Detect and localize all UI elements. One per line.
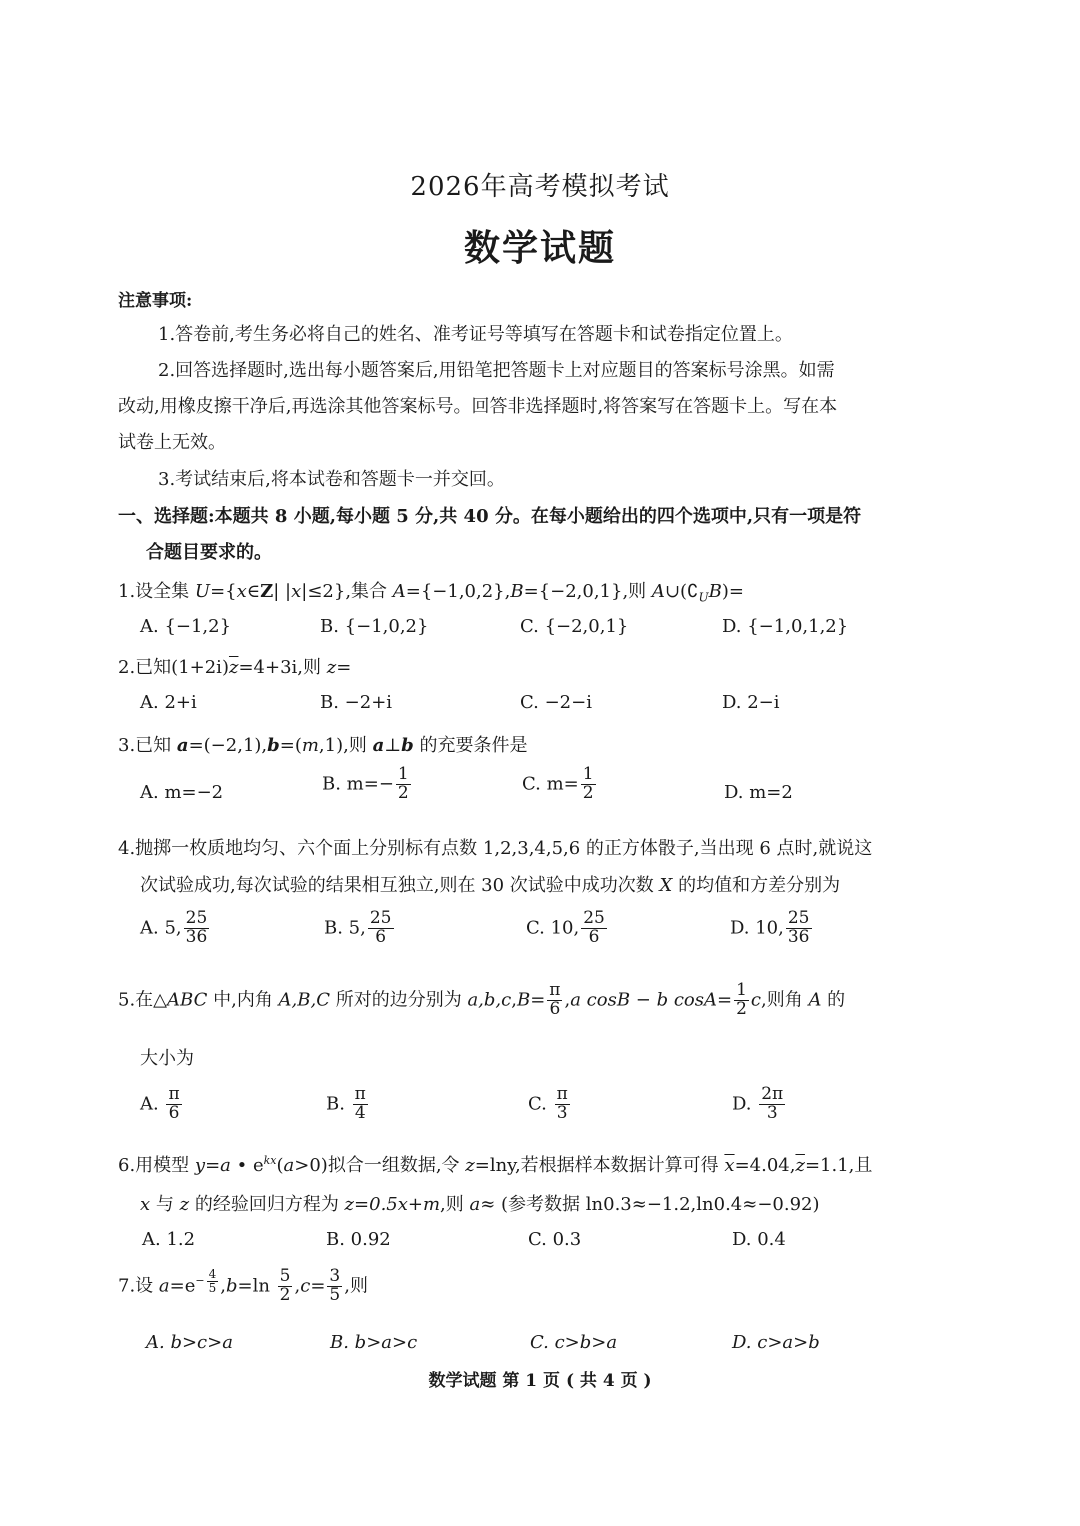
notice-line-3: 改动,用橡皮擦干净后,再选涂其他答案标号。回答非选择题时,将答案写在答题卡上。写在本 xyxy=(118,396,838,417)
question-1-option-a: A. {−1,2} xyxy=(140,616,232,637)
question-5-stem-line-2: 大小为 xyxy=(140,1048,194,1069)
notice-line-2: 2.回答选择题时,选出每小题答案后,用铅笔把答题卡上对应题目的答案标号涂黑。如需 xyxy=(158,360,835,381)
notice-line-4: 试卷上无效。 xyxy=(118,432,226,453)
question-2-stem: 2.已知$(1+2i)\overline{z}=4+3i$,则 z= xyxy=(118,657,352,678)
question-2-option-a: A. 2+i xyxy=(140,692,197,713)
question-1-option-c: C. {−2,0,1} xyxy=(520,616,629,637)
question-7-option-d: D. c>a>b xyxy=(732,1332,820,1353)
question-5-option-d: D. $\frac{2\pi}{3}$ xyxy=(732,1084,784,1123)
question-6-option-a: A. 1.2 xyxy=(142,1229,196,1250)
question-6-stem-line-2: x 与 z 的经验回归方程为 z=0.5x+m,则 a≈ (参考数据 ln0.3≈−1.2,ln0.4≈−0.92) xyxy=(140,1194,820,1215)
question-3-option-a: A. m=−2 xyxy=(140,782,224,803)
notice-line-1: 1.答卷前,考生务必将自己的姓名、准考证号等填写在答题卡和试卷指定位置上。 xyxy=(158,324,793,345)
question-4-stem-line-1: 4.抛掷一枚质地均匀、六个面上分别标有点数 1,2,3,4,5,6 的正方体骰子,当出现 6 点时,就说这 xyxy=(118,838,873,859)
question-3-stem: 3.已知 a=(−2,1),b=(m,1),则 a⊥b 的充要条件是 xyxy=(118,735,528,756)
question-1-option-b: B. {−1,0,2} xyxy=(320,616,429,637)
question-6-option-b: B. 0.92 xyxy=(326,1229,391,1250)
question-4-option-a: A. 5, $\frac{25}{36}$ xyxy=(140,908,208,947)
question-4-option-b: B. 5, $\frac{25}{6}$ xyxy=(324,908,392,947)
question-7-stem: 7.设 $a=e^{- \frac{4}{5}}$ ,b=ln $\frac{5}{2}$ ,c= $\frac{3}{5}$ ,则 xyxy=(118,1266,368,1305)
question-4-option-d: D. 10, $\frac{25}{36}$ xyxy=(730,908,810,947)
question-2-option-c: C. −2−i xyxy=(520,692,592,713)
question-3-option-b: B. m=− $\frac{1}{2}$ xyxy=(322,764,409,803)
section-heading-line-2: 合题目要求的。 xyxy=(146,542,272,563)
question-6-option-c: C. 0.3 xyxy=(528,1229,582,1250)
question-3-option-d: D. m=2 xyxy=(724,782,793,803)
notice-heading: 注意事项: xyxy=(118,291,193,311)
question-6-stem-line-1: 6.用模型 y=a • $e^{kx}(a>0)$拟合一组数据,令 z=lny,若根据样本数据计算可得 $\overline{x}=4.04,\overline{z}=1.1$,且 xyxy=(118,1154,873,1176)
notice-line-5: 3.考试结束后,将本试卷和答题卡一并交回。 xyxy=(158,469,505,490)
question-3-option-c: C. m= $\frac{1}{2}$ xyxy=(522,764,594,803)
question-5-stem-line-1: 5.在△ABC 中,内角 A,B,C 所对的边分别为 a,b,c,B= $\frac{\pi}{6}$ ,a cosB − b cosA= $\frac{1}{2}$ c,则角 A 的 xyxy=(118,980,846,1019)
exam-subtitle: 2026年高考模拟考试 xyxy=(410,172,670,202)
question-7-option-a: A. b>c>a xyxy=(146,1332,233,1353)
question-5-option-b: B. $\frac{\pi}{4}$ xyxy=(326,1084,366,1123)
section-heading-line-1: 一、选择题:本题共 8 小题,每小题 5 分,共 40 分。在每小题给出的四个选项中,只有一项是符 xyxy=(118,506,862,527)
question-6-option-d: D. 0.4 xyxy=(732,1229,786,1250)
question-2-option-b: B. −2+i xyxy=(320,692,393,713)
question-2-option-d: D. 2−i xyxy=(722,692,780,713)
question-4-stem-line-2: 次试验成功,每次试验的结果相互独立,则在 30 次试验中成功次数 X 的均值和方差分别为 xyxy=(140,875,841,896)
exam-title: 数学试题 xyxy=(463,227,616,269)
question-4-option-c: C. 10, $\frac{25}{6}$ xyxy=(526,908,605,947)
question-7-option-c: C. c>b>a xyxy=(530,1332,618,1353)
page-footer: 数学试题 第 1 页 ( 共 4 页 ) xyxy=(428,1371,652,1391)
question-5-option-c: C. $\frac{\pi}{3}$ xyxy=(528,1084,568,1123)
question-1-option-d: D. {−1,0,1,2} xyxy=(722,616,849,637)
question-1-stem: 1.设全集 U={x∈Z| |x|≤2},集合 A={−1,0,2},B={−2,0,1},则 $A\cup(∁_UB)=$ xyxy=(118,581,744,605)
question-7-option-b: B. b>a>c xyxy=(330,1332,418,1353)
question-5-option-a: A. $\frac{\pi}{6}$ xyxy=(140,1084,180,1123)
